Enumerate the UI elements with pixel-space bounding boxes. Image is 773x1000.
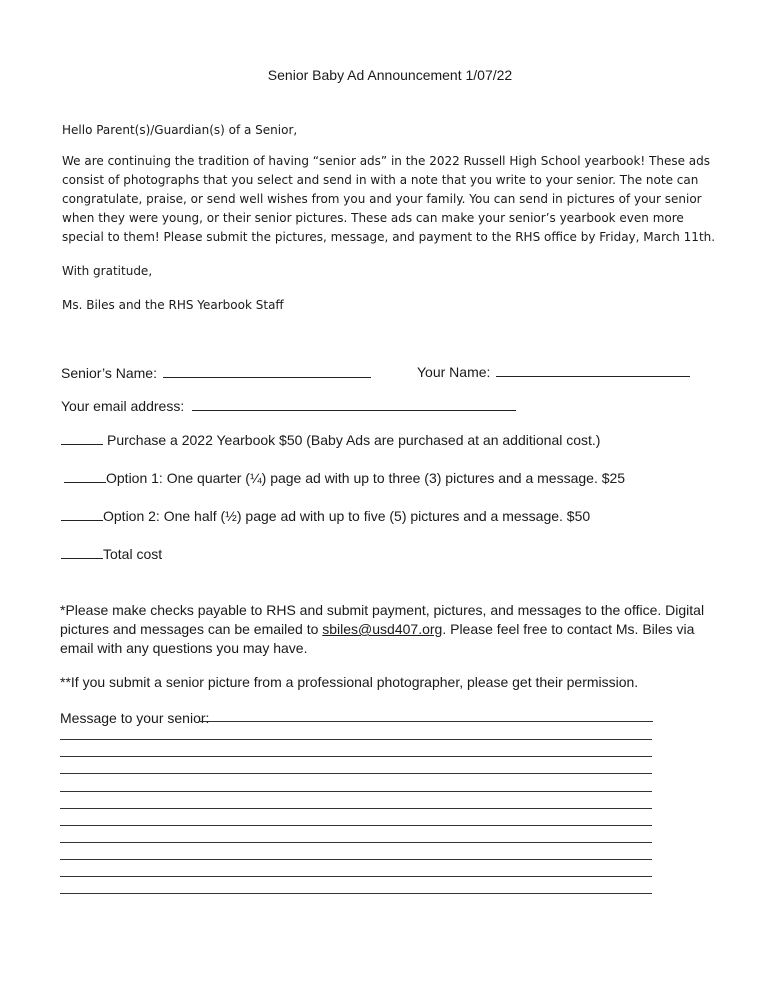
email-field	[61, 396, 516, 414]
option-half-page	[61, 508, 590, 524]
payment-note-text: *Please make checks payable to RHS and submit payment, pictures, and messages to the office. Digital pictures and messages can be emailed to	[60, 602, 705, 637]
option-quarter-label: Option 1: One quarter (¼) page ad with up to three (3) pictures and a message. $25	[106, 470, 626, 486]
message-line[interactable]	[60, 876, 652, 877]
option-total-cost	[61, 546, 162, 562]
message-line[interactable]	[60, 739, 652, 740]
option-half-blank[interactable]	[61, 508, 103, 521]
message-first-line[interactable]	[200, 721, 653, 722]
contact-email-link[interactable]: sbiles@usd407.org	[322, 621, 443, 637]
senior-name-label: Senior’s Name:	[61, 365, 157, 381]
photographer-note: **If you submit a senior picture from a professional photographer, please get their permission.	[60, 674, 639, 690]
payment-note	[60, 601, 720, 658]
option-quarter-blank[interactable]	[64, 470, 106, 483]
message-line[interactable]	[60, 791, 652, 792]
message-line[interactable]	[60, 842, 652, 843]
letter-body: We are continuing the tradition of having “senior ads” in the 2022 Russell High School yearbook! These ads consist of photographs that you select and send in with a note that you write to your senior. The note can congratulate, praise, or send well wishes from you and your family. You can send in pictures of your senior when they were young, or their senior pictures. These ads can make your senior’s yearbook even more special to them! Please submit the pictures, message, and payment to the RHS office by Friday, March 11th.	[62, 154, 716, 244]
senior-name-blank[interactable]	[163, 363, 371, 378]
email-blank[interactable]	[192, 396, 516, 411]
letter-closing: With gratitude,	[62, 264, 153, 278]
payment-note-text-end: . Please feel free to contact Ms. Biles via email with any questions you may have.	[60, 621, 695, 656]
message-label: Message to your senior:	[60, 710, 210, 726]
message-line[interactable]	[60, 859, 652, 860]
option-yearbook-label: Purchase a 2022 Yearbook $50 (Baby Ads are purchased at an additional cost.)	[107, 432, 601, 448]
message-line[interactable]	[60, 893, 652, 894]
total-cost-label: Total cost	[103, 546, 163, 562]
message-line[interactable]	[60, 825, 652, 826]
option-half-label: Option 2: One half (½) page ad with up to five (5) pictures and a message. $50	[103, 508, 591, 524]
your-name-blank[interactable]	[496, 362, 690, 377]
page-title: Senior Baby Ad Announcement 1/07/22	[267, 67, 513, 83]
letter-signature: Ms. Biles and the RHS Yearbook Staff	[62, 298, 284, 312]
message-line[interactable]	[60, 756, 652, 757]
your-name-field	[417, 362, 690, 380]
option-yearbook-blank[interactable]	[61, 432, 103, 445]
letter-greeting: Hello Parent(s)/Guardian(s) of a Senior,	[62, 123, 298, 137]
option-quarter-page	[64, 470, 625, 486]
total-cost-blank[interactable]	[61, 546, 103, 559]
message-line[interactable]	[60, 773, 652, 774]
senior-name-field	[61, 363, 371, 381]
message-line[interactable]	[60, 808, 652, 809]
email-label: Your email address:	[61, 398, 185, 414]
option-yearbook	[61, 432, 600, 448]
your-name-label: Your Name:	[417, 364, 491, 380]
